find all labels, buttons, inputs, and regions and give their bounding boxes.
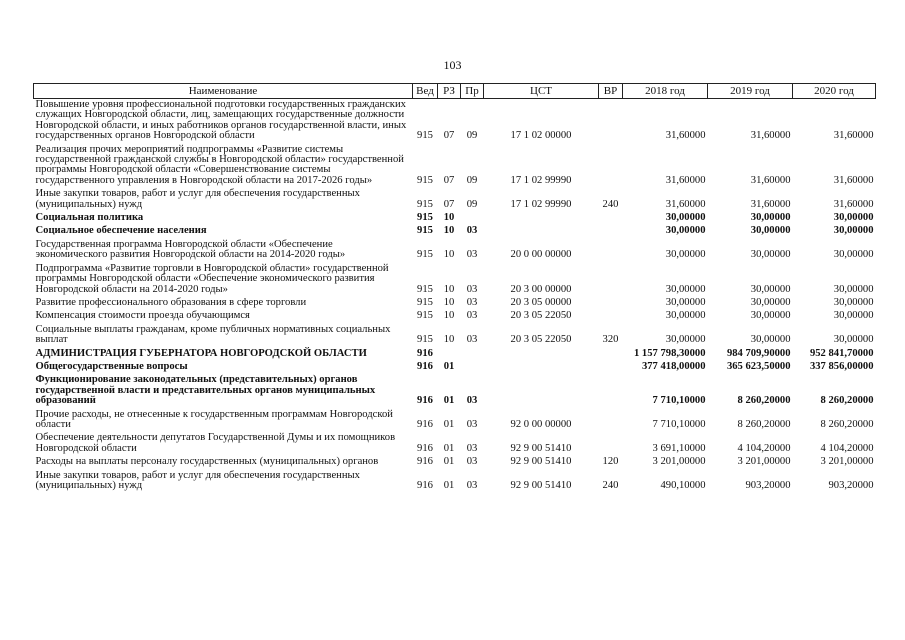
table-row xyxy=(34,456,876,469)
column-header-2020: 2020 год xyxy=(793,84,876,99)
row-rz: 10 xyxy=(443,334,455,346)
table-body xyxy=(34,99,876,494)
row-pr: 03 xyxy=(466,296,478,308)
row-ved: 916 xyxy=(417,456,433,468)
row-name: Расходы на выплаты персоналу государственных (муниципальных) органов xyxy=(35,456,379,468)
row-vr: 120 xyxy=(602,456,619,468)
row-value-2019: 30,00000 xyxy=(750,212,791,224)
row-pr: 03 xyxy=(466,395,478,407)
row-pr: 03 xyxy=(466,334,478,346)
row-cst: 20 3 05 22050 xyxy=(510,334,572,346)
table-row xyxy=(34,348,876,361)
row-pr xyxy=(461,361,484,374)
row-cst: 20 0 00 00000 xyxy=(510,249,572,261)
row-cst xyxy=(484,225,599,238)
row-value-2020: 3 201,00000 xyxy=(820,456,874,468)
column-header-2018: 2018 год xyxy=(623,84,708,99)
row-ved: 915 xyxy=(417,174,433,186)
row-vr xyxy=(599,310,623,323)
row-pr: 03 xyxy=(466,442,478,454)
table-row xyxy=(34,297,876,310)
row-value-2019: 903,20000 xyxy=(745,480,791,491)
page-number: 103 xyxy=(443,58,462,72)
column-header-pr: Пр xyxy=(461,84,484,99)
row-name: Реализация прочих мероприятий подпрограммы «Развитие системы государственной гражданской службы в Новгородской области» государственной программы Новгородской области «Совершенствование системы государственного управления в Новгородской области на 2017-2026 годы» xyxy=(35,143,404,186)
row-value-2020: 30,00000 xyxy=(833,296,874,308)
row-name: АДМИНИСТРАЦИЯ ГУБЕРНАТОРА НОВГОРОДСКОЙ ОБЛАСТИ xyxy=(35,347,367,359)
row-vr xyxy=(599,361,623,374)
row-pr: 09 xyxy=(466,130,478,142)
row-name: Социальная политика xyxy=(35,212,144,224)
row-cst xyxy=(484,348,599,361)
table-row xyxy=(34,188,876,212)
row-pr: 03 xyxy=(466,310,478,322)
row-rz xyxy=(438,348,461,361)
row-value-2018: 1 157 798,30000 xyxy=(633,347,706,359)
row-pr: 03 xyxy=(466,283,478,295)
row-value-2020: 903,20000 xyxy=(828,480,874,491)
row-value-2018: 30,00000 xyxy=(665,249,706,261)
row-vr xyxy=(599,225,623,238)
row-value-2018: 30,00000 xyxy=(665,225,706,237)
row-value-2020: 8 260,20000 xyxy=(820,395,874,407)
row-pr: 03 xyxy=(466,249,478,261)
row-value-2019: 31,60000 xyxy=(750,174,791,186)
row-vr xyxy=(599,297,623,310)
row-value-2018: 30,00000 xyxy=(665,334,706,346)
table-row xyxy=(34,409,876,433)
row-value-2019: 30,00000 xyxy=(750,334,791,346)
row-cst: 92 0 00 00000 xyxy=(510,418,572,430)
row-value-2018: 377 418,00000 xyxy=(641,360,706,372)
row-name: Государственная программа Новгородской области «Обеспечение экономического развития Новгородской области на 2014-2020 годы» xyxy=(35,238,346,261)
row-value-2018: 31,60000 xyxy=(665,130,706,142)
row-cst xyxy=(484,374,599,408)
row-cst: 20 3 05 22050 xyxy=(510,310,572,322)
table-row xyxy=(34,324,876,348)
row-value-2019: 3 201,00000 xyxy=(737,456,791,468)
row-ved: 915 xyxy=(417,249,433,261)
row-value-2018: 31,60000 xyxy=(665,198,706,210)
row-value-2020: 337 856,00000 xyxy=(809,360,874,372)
row-pr: 03 xyxy=(466,456,478,468)
row-value-2018: 3 201,00000 xyxy=(652,456,706,468)
row-cst xyxy=(484,212,599,225)
row-name: Общегосударственные вопросы xyxy=(35,360,188,372)
row-pr xyxy=(461,348,484,361)
row-value-2020: 30,00000 xyxy=(833,225,874,237)
column-header-2019: 2019 год xyxy=(708,84,793,99)
row-value-2019: 30,00000 xyxy=(750,283,791,295)
row-ved: 915 xyxy=(417,283,433,295)
row-ved: 915 xyxy=(417,296,433,308)
row-value-2019: 30,00000 xyxy=(750,249,791,261)
row-name: Социальное обеспечение населения xyxy=(35,225,207,237)
row-name: Подпрограмма «Развитие торговли в Новгородской области» государственной программы Новгородской области «Обеспечение экономического развития Новгородской области на 2014-2020 годы» xyxy=(35,262,389,295)
row-pr: 03 xyxy=(466,225,478,237)
table-row xyxy=(34,212,876,225)
row-value-2019: 4 104,20000 xyxy=(737,442,791,454)
row-cst: 20 3 00 00000 xyxy=(510,283,572,295)
row-value-2018: 490,10000 xyxy=(660,480,706,491)
row-ved: 916 xyxy=(417,418,433,430)
column-header-cst: ЦСТ xyxy=(484,84,599,99)
row-value-2018: 3 691,10000 xyxy=(652,442,706,454)
row-rz: 10 xyxy=(443,225,455,237)
column-header-rz: РЗ xyxy=(438,84,461,99)
row-cst: 17 1 02 99990 xyxy=(510,198,572,210)
row-vr xyxy=(599,409,623,433)
row-value-2018: 30,00000 xyxy=(665,310,706,322)
row-ved: 916 xyxy=(417,395,433,407)
row-pr: 03 xyxy=(466,418,478,430)
table-row xyxy=(34,361,876,374)
row-name: Повышение уровня профессиональной подготовки государственных гражданских служащих Новгородской области, лиц, замещающих государственные должности Новгородской области, и иных работников органов государственной власти, иных государственных органов Новгородской области xyxy=(35,99,407,142)
row-value-2019: 30,00000 xyxy=(750,296,791,308)
row-value-2019: 984 709,90000 xyxy=(726,347,791,359)
column-header-name: Наименование xyxy=(34,84,413,99)
row-cst: 17 1 02 99990 xyxy=(510,174,572,186)
table-row xyxy=(34,239,876,263)
row-cst xyxy=(484,361,599,374)
row-value-2019: 31,60000 xyxy=(750,130,791,142)
row-value-2018: 30,00000 xyxy=(665,283,706,295)
row-value-2020: 8 260,20000 xyxy=(820,418,874,430)
row-cst: 92 9 00 51410 xyxy=(510,442,572,454)
row-pr: 09 xyxy=(466,174,478,186)
row-rz: 01 xyxy=(443,480,455,491)
row-ved: 916 xyxy=(417,480,433,491)
column-header-ved: Вед xyxy=(413,84,438,99)
row-value-2019: 30,00000 xyxy=(750,225,791,237)
row-rz: 10 xyxy=(443,283,455,295)
row-value-2019: 8 260,20000 xyxy=(737,395,791,407)
row-rz: 10 xyxy=(443,310,455,322)
row-vr: 240 xyxy=(602,480,619,491)
row-value-2018: 30,00000 xyxy=(665,212,706,224)
row-rz: 01 xyxy=(443,395,455,407)
row-rz: 10 xyxy=(443,249,455,261)
row-value-2018: 30,00000 xyxy=(665,296,706,308)
row-value-2019: 8 260,20000 xyxy=(737,418,791,430)
column-header-vr: ВР xyxy=(599,84,623,99)
row-ved: 915 xyxy=(417,225,433,237)
table-row xyxy=(34,470,876,494)
row-vr xyxy=(599,263,623,297)
row-vr xyxy=(599,99,623,144)
row-cst: 92 9 00 51410 xyxy=(510,456,572,468)
row-value-2020: 30,00000 xyxy=(833,310,874,322)
row-vr: 320 xyxy=(602,334,619,346)
table-row xyxy=(34,310,876,323)
row-value-2019: 30,00000 xyxy=(750,310,791,322)
table-row xyxy=(34,263,876,297)
row-rz: 07 xyxy=(443,130,455,142)
table-row xyxy=(34,99,876,144)
row-pr: 03 xyxy=(466,480,478,491)
row-ved: 916 xyxy=(417,442,433,454)
row-name: Функционирование законодательных (представительных) органов государственной власти и представительных органов муниципальных образований xyxy=(35,374,376,407)
row-name: Прочие расходы, не отнесенные к государственным программам Новгородской области xyxy=(35,408,393,430)
row-vr xyxy=(599,239,623,263)
row-cst: 17 1 02 00000 xyxy=(510,130,572,142)
row-name: Иные закупки товаров, работ и услуг для обеспечения государственных (муниципальных) нужд xyxy=(35,469,360,491)
row-pr: 09 xyxy=(466,198,478,210)
row-pr xyxy=(461,212,484,225)
row-vr xyxy=(599,348,623,361)
row-value-2019: 365 623,50000 xyxy=(726,360,791,372)
row-name: Иные закупки товаров, работ и услуг для обеспечения государственных (муниципальных) нужд xyxy=(35,188,360,210)
row-cst: 20 3 05 00000 xyxy=(510,296,572,308)
row-value-2020: 30,00000 xyxy=(833,249,874,261)
row-rz: 10 xyxy=(443,212,455,224)
table-row xyxy=(34,432,876,456)
row-ved: 915 xyxy=(417,212,433,224)
row-name: Развитие профессионального образования в сфере торговли xyxy=(35,296,307,308)
row-value-2020: 31,60000 xyxy=(833,198,874,210)
row-value-2020: 4 104,20000 xyxy=(820,442,874,454)
table-row xyxy=(34,374,876,408)
row-rz: 07 xyxy=(443,174,455,186)
row-rz: 07 xyxy=(443,198,455,210)
row-value-2020: 30,00000 xyxy=(833,212,874,224)
row-name: Социальные выплаты гражданам, кроме публичных нормативных социальных выплат xyxy=(35,323,391,346)
row-value-2020: 952 841,70000 xyxy=(809,347,874,359)
row-ved: 915 xyxy=(417,310,433,322)
row-vr: 240 xyxy=(602,198,619,210)
row-value-2019: 31,60000 xyxy=(750,198,791,210)
row-ved: 915 xyxy=(417,198,433,210)
row-vr xyxy=(599,144,623,189)
row-ved: 915 xyxy=(417,334,433,346)
row-cst: 92 9 00 51410 xyxy=(510,480,572,491)
budget-table xyxy=(33,83,876,493)
row-rz: 01 xyxy=(443,456,455,468)
row-value-2018: 31,60000 xyxy=(665,174,706,186)
row-value-2020: 30,00000 xyxy=(833,334,874,346)
table-header-row xyxy=(34,84,876,99)
row-vr xyxy=(599,432,623,456)
row-vr xyxy=(599,212,623,225)
row-name: Компенсация стоимости проезда обучающимся xyxy=(35,310,250,322)
row-rz: 01 xyxy=(443,360,455,372)
row-value-2020: 30,00000 xyxy=(833,283,874,295)
row-value-2018: 7 710,10000 xyxy=(652,395,706,407)
row-rz: 10 xyxy=(443,296,455,308)
row-value-2020: 31,60000 xyxy=(833,174,874,186)
row-value-2018: 7 710,10000 xyxy=(652,418,706,430)
table-row xyxy=(34,144,876,189)
row-rz: 01 xyxy=(443,442,455,454)
row-ved: 916 xyxy=(417,347,433,359)
row-rz: 01 xyxy=(443,418,455,430)
row-vr xyxy=(599,374,623,408)
row-ved: 916 xyxy=(417,360,433,372)
table-row xyxy=(34,225,876,238)
row-ved: 915 xyxy=(417,130,433,142)
row-value-2020: 31,60000 xyxy=(833,130,874,142)
row-name: Обеспечение деятельности депутатов Государственной Думы и их помощников Новгородской области xyxy=(35,432,396,454)
